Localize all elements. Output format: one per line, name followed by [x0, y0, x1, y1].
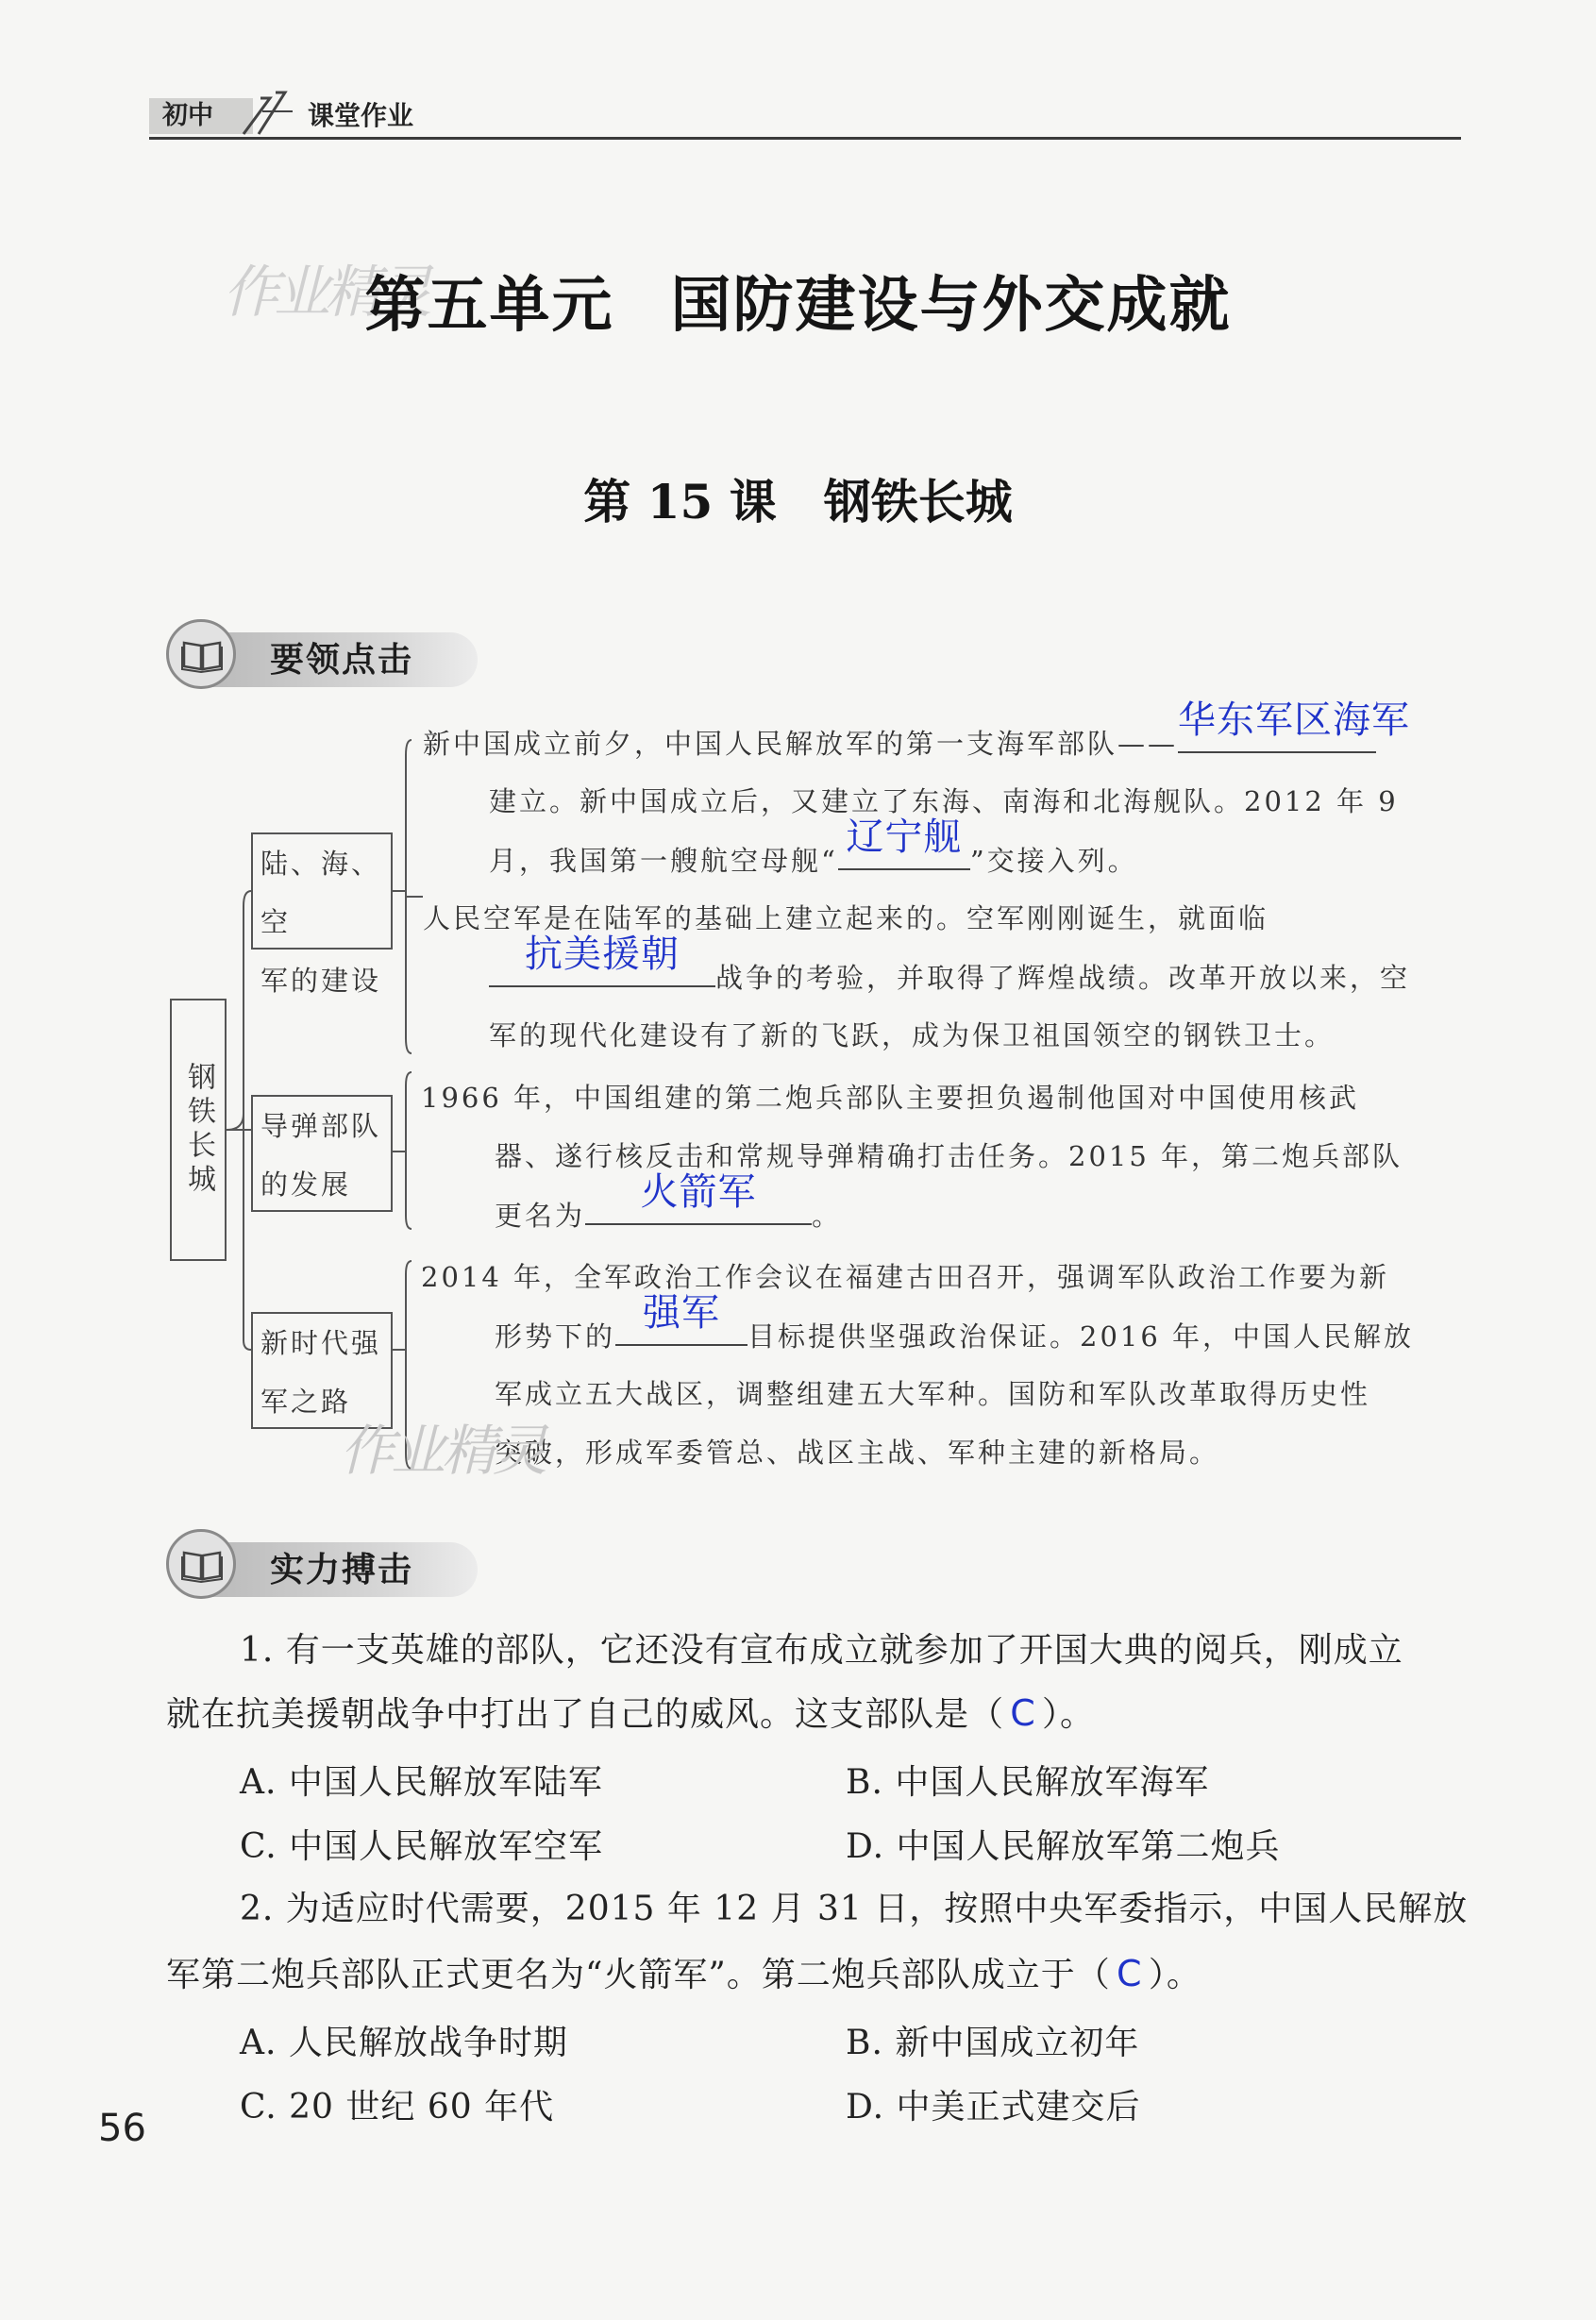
handwritten-answer: 华东军区海军	[1178, 698, 1411, 742]
question-2-option-b: B. 新中国成立初年	[846, 2024, 1140, 2062]
lesson-number: 第 15 课	[583, 474, 777, 530]
question-2-line1: 2. 为适应时代需要，2015 年 12 月 31 日，按照中央军委指示，中国人民解放	[240, 1890, 1469, 1928]
header-subtitle: 课堂作业	[308, 100, 414, 131]
missile-text-line1: 1966 年，中国组建的第二炮兵部队主要担负遏制他国对中国使用核武	[421, 1082, 1360, 1114]
question-1-answer: C	[1010, 1692, 1036, 1734]
handwritten-answer: 火箭军	[640, 1170, 757, 1214]
section-label: 要领点击	[270, 640, 414, 680]
fill-blank	[838, 815, 970, 870]
newera-text-line2: 形势下的 强军 目标提供坚强政治保证。2016 年，中国人民解放	[495, 1306, 1414, 1366]
mindmap-root: 钢铁长城	[170, 999, 227, 1261]
navy-text-line1: 新中国成立前夕，中国人民解放军的第一支海军部队—— 华东军区海军	[423, 714, 1376, 773]
book-icon	[166, 1529, 236, 1599]
handwritten-answer: 辽宁舰	[846, 815, 963, 859]
newera-text-line4: 突破，形成军委管总、战区主战、军种主建的新格局。	[495, 1437, 1220, 1469]
handwritten-answer: 抗美援朝	[525, 933, 680, 976]
mindmap-branch-forces: 陆、海、空 军的建设	[251, 832, 393, 950]
mindmap-branch-missile: 导弹部队 的发展	[251, 1095, 393, 1212]
newera-text-line3: 军成立五大战区，调整组建五大军种。国防和军队改革取得历史性	[495, 1378, 1371, 1410]
section-banner-practice	[166, 1529, 478, 1599]
missile-text-line2: 器、遂行核反击和常规导弹精确打击任务。2015 年，第二炮兵部队	[495, 1140, 1403, 1172]
question-2-option-c: C. 20 世纪 60 年代	[240, 2088, 555, 2127]
watermark: 作业精灵	[340, 1419, 545, 1483]
unit-title-number: 第五单元	[364, 270, 614, 341]
question-2-answer: C	[1117, 1953, 1143, 1994]
handwritten-answer: 强军	[643, 1291, 721, 1335]
newera-text-line1: 2014 年，全军政治工作会议在福建古田召开，强调军队政治工作要为新	[421, 1261, 1390, 1293]
question-1-option-d: D. 中国人民解放军第二炮兵	[846, 1827, 1281, 1866]
lesson-name: 钢铁长城	[823, 474, 1013, 530]
header-tag: 初中	[149, 98, 253, 134]
watermark: 作业精灵	[223, 260, 427, 326]
airforce-text-line1: 人民空军是在陆军的基础上建立起来的。空军刚刚诞生，就面临	[423, 902, 1269, 934]
question-2-option-d: D. 中美正式建交后	[846, 2088, 1141, 2127]
airforce-text-line3: 军的现代化建设有了新的飞跃，成为保卫祖国领空的钢铁卫士。	[489, 1019, 1336, 1051]
section-label: 实力搏击	[270, 1550, 414, 1589]
question-1-line2: 就在抗美援朝战争中打出了自己的威风。这支部队是（ C ）。	[166, 1682, 1095, 1746]
airforce-text-line2: 抗美援朝 战争的考验，并取得了辉煌战绩。改革开放以来，空	[489, 948, 1410, 1007]
mindmap-branch-new-era: 新时代强 军之路	[251, 1312, 393, 1429]
navy-text-line3: 月，我国第一艘航空母舰“ 辽宁舰 ”交接入列。	[489, 831, 1138, 890]
question-2-option-a: A. 人民解放战争时期	[240, 2024, 568, 2062]
question-1-option-b: B. 中国人民解放军海军	[846, 1763, 1210, 1802]
question-1-option-c: C. 中国人民解放军空军	[240, 1827, 604, 1866]
fill-blank	[489, 933, 715, 987]
question-2-line2: 军第二炮兵部队正式更名为“火箭军”。第二炮兵部队成立于（ C ）。	[166, 1942, 1201, 2007]
fill-blank	[1178, 698, 1411, 753]
page-number: 56	[98, 2107, 146, 2150]
navy-text-line2: 建立。新中国成立后，又建立了东海、南海和北海舰队。2012 年 9	[489, 785, 1399, 817]
missile-text-line3: 更名为 火箭军 。	[495, 1185, 842, 1245]
question-1-line1: 1. 有一支英雄的部队，它还没有宣布成立就参加了开国大典的阅兵，刚成立	[240, 1631, 1403, 1670]
question-1-option-a: A. 中国人民解放军陆军	[240, 1763, 603, 1802]
fill-blank	[615, 1291, 748, 1346]
unit-title-name: 国防建设与外交成就	[670, 270, 1232, 341]
